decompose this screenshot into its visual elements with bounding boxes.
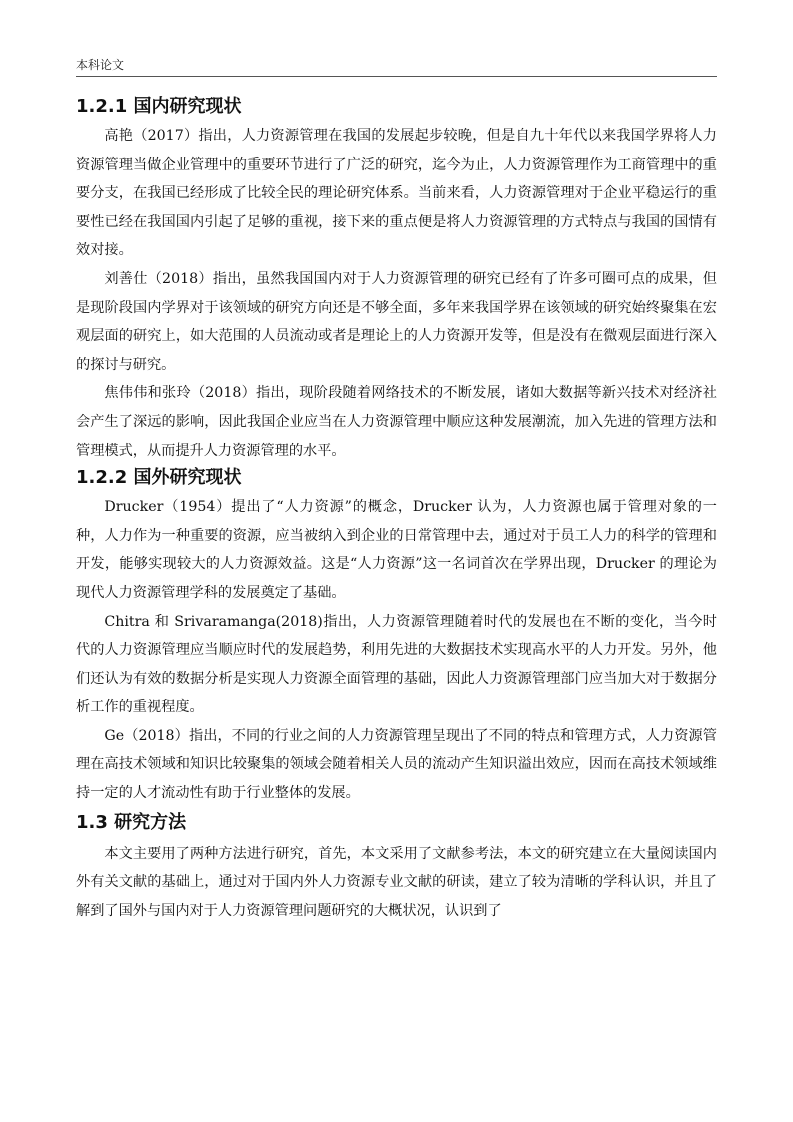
header-divider (76, 76, 717, 77)
section-heading-foreign-research: 1.2.2 国外研究现状 (76, 467, 242, 489)
paragraph: 高艳（2017）指出，人力资源管理在我国的发展起步较晚，但是自九十年代以来我国学界将人力资源管理当做企业管理中的重要环节进行了广泛的研究，迄今为止，人力资源管理作为工商管理中的重要分支，在我国已经形成了比较全民的理论研究体系。当前来看，人力资源管理对于企业平稳运行的重要性已经在我国国内引起了足够的重视，接下来的重点便是将人力资源管理的方式特点与我国的国情有效对接。 (76, 128, 717, 259)
paragraph: Chitra 和 Srivaramanga(2018)指出，人力资源管理随着时代的发展也在不断的变化，当今时代的人力资源管理应当顺应时代的发展趋势，利用先进的大数据技术实现高水平的人力开发。另外，他们还认为有效的数据分析是实现人力资源全面管理的基础，因此人力资源管理部门应当加大对于数据分析工作的重视程度。 (76, 613, 717, 716)
paragraph: 焦伟伟和张玲（2018）指出，现阶段随着网络技术的不断发展，诸如大数据等新兴技术对经济社会产生了深远的影响，因此我国企业应当在人力资源管理中顺应这种发展潮流，加入先进的管理方法和管理模式，从而提升人力资源管理的水平。 (76, 385, 717, 459)
section-heading-domestic-research: 1.2.1 国内研究现状 (76, 96, 242, 117)
paragraph: Ge（2018）指出，不同的行业之间的人力资源管理呈现出了不同的特点和管理方式，人力资源管理在高技术领域和知识比较聚集的领域会随着相关人员的流动产生知识溢出效应，因而在高技术领域维持一定的人才流动性有助于行业整体的发展。 (76, 727, 717, 802)
paragraph: 本文主要用了两种方法进行研究，首先，本文采用了文献参考法，本文的研究建立在大量阅读国内外有关文献的基础上，通过对于国内外人力资源专业文献的研读，建立了较为清晰的学科认识，并且了解到了国外与国内对于人力资源管理问题研究的大概状况，认识到了 (76, 845, 717, 919)
running-header: 本科论文 (76, 58, 125, 72)
paragraph: 刘善仕（2018）指出，虽然我国国内对于人力资源管理的研究已经有了许多可圈可点的成果，但是现阶段国内学界对于该领域的研究方向还是不够全面，多年来我国学界在该领域的研究始终聚集在宏观层面的研究上，如大范围的人员流动或者是理论上的人力资源开发等，但是没有在微观层面进行深入的探讨与研究。 (76, 270, 717, 373)
section-heading-research-methods: 1.3 研究方法 (76, 811, 187, 833)
paragraph: Drucker（1954）提出了“人力资源”的概念，Drucker 认为，人力资源也属于管理对象的一种，人力作为一种重要的资源，应当被纳入到企业的日常管理中去，通过对于员工人力的科学的管理和开发，能够实现较大的人力资源效益。这是“人力资源”这一名词首次在学界出现，Drucker 的理论为现代人力资源管理学科的发展奠定了基础。 (76, 499, 717, 601)
document-body (76, 94, 717, 925)
